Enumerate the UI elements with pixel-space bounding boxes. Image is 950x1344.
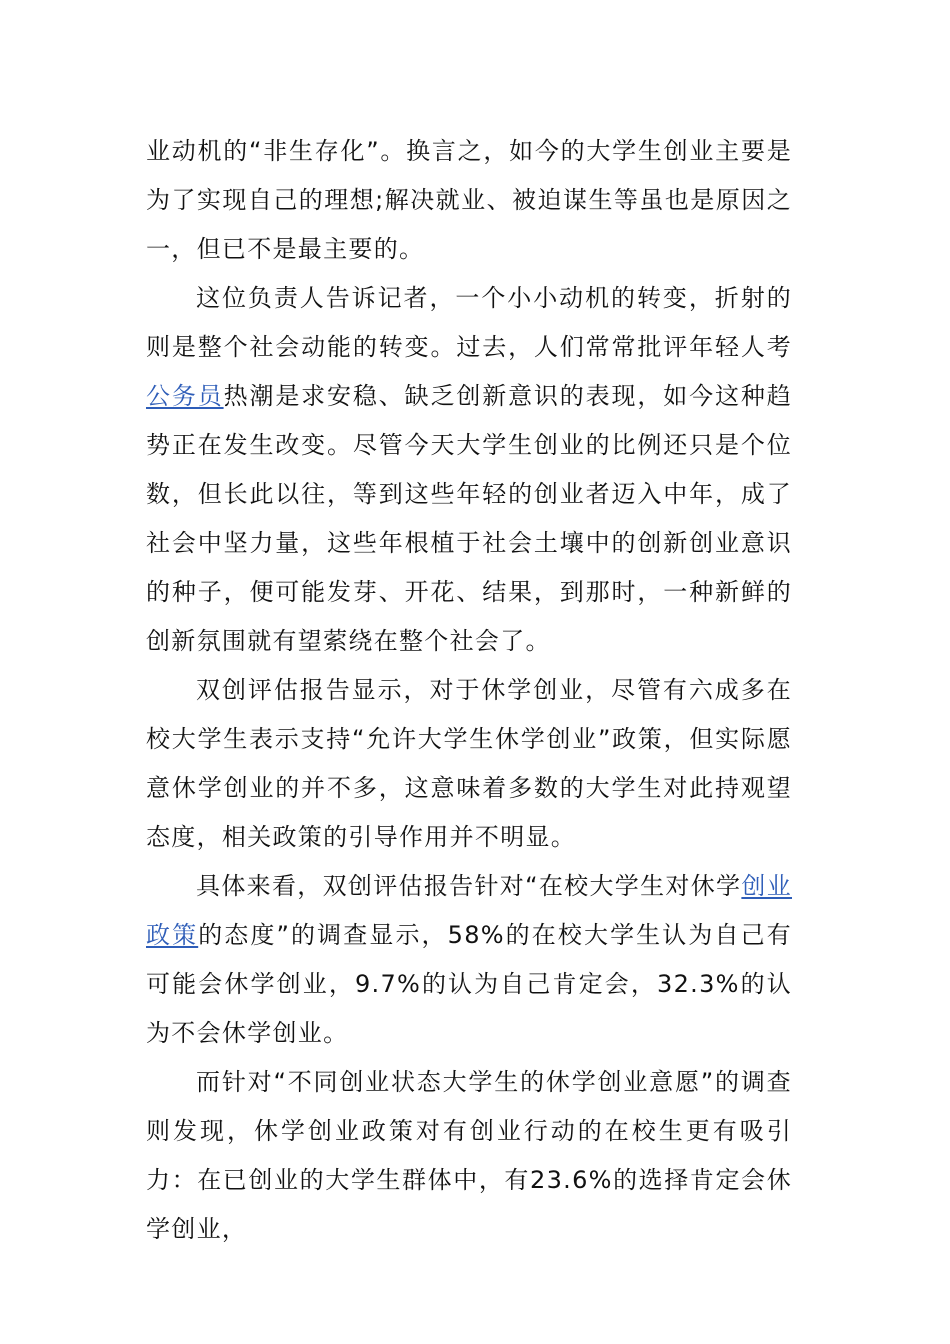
paragraph-5 (146, 1058, 792, 1254)
paragraph-1 (146, 127, 792, 274)
document-body (146, 127, 792, 1254)
paragraph-3-text: 双创评估报告显示，对于休学创业，尽管有六成多在校大学生表示支持“允许大学生休学创业”政策，但实际愿意休学创业的并不多，这意味着多数的大学生对此持观望态度，相关政策的引导作用并不明显。 (146, 676, 792, 851)
paragraph-2-text-a: 这位负责人告诉记者，一个小小动机的转变，折射的则是整个社会动能的转变。过去，人们常常批评年轻人考 (146, 284, 792, 361)
paragraph-5-text: 而针对“不同创业状态大学生的休学创业意愿”的调查则发现，休学创业政策对有创业行动的在校生更有吸引力：在已创业的大学生群体中，有23.6%的选择肯定会休学创业， (146, 1068, 792, 1243)
paragraph-4 (146, 862, 792, 1058)
paragraph-4-text-a: 具体来看，双创评估报告针对“在校大学生对休学 (196, 872, 742, 900)
paragraph-3 (146, 666, 792, 862)
paragraph-2-text-b: 热潮是求安稳、缺乏创新意识的表现，如今这种趋势正在发生改变。尽管今天大学生创业的比例还只是个位数，但长此以往，等到这些年轻的创业者迈入中年，成了社会中坚力量，这些年根植于社会土壤中的创新创业意识的种子，便可能发芽、开花、结果，到那时，一种新鲜的创新氛围就有望萦绕在整个社会了。 (146, 382, 792, 655)
link-civil-servant[interactable]: 公务员 (146, 382, 224, 410)
paragraph-1-text: 业动机的“非生存化”。换言之，如今的大学生创业主要是为了实现自己的理想;解决就业、被迫谋生等虽也是原因之一，但已不是最主要的。 (146, 137, 792, 263)
paragraph-2 (146, 274, 792, 666)
paragraph-4-text-b: 的态度”的调查显示，58%的在校大学生认为自己有可能会休学创业，9.7%的认为自己肯定会，32.3%的认为不会休学创业。 (146, 921, 792, 1047)
link-startup-policy[interactable]: 创业政策 (146, 872, 792, 949)
